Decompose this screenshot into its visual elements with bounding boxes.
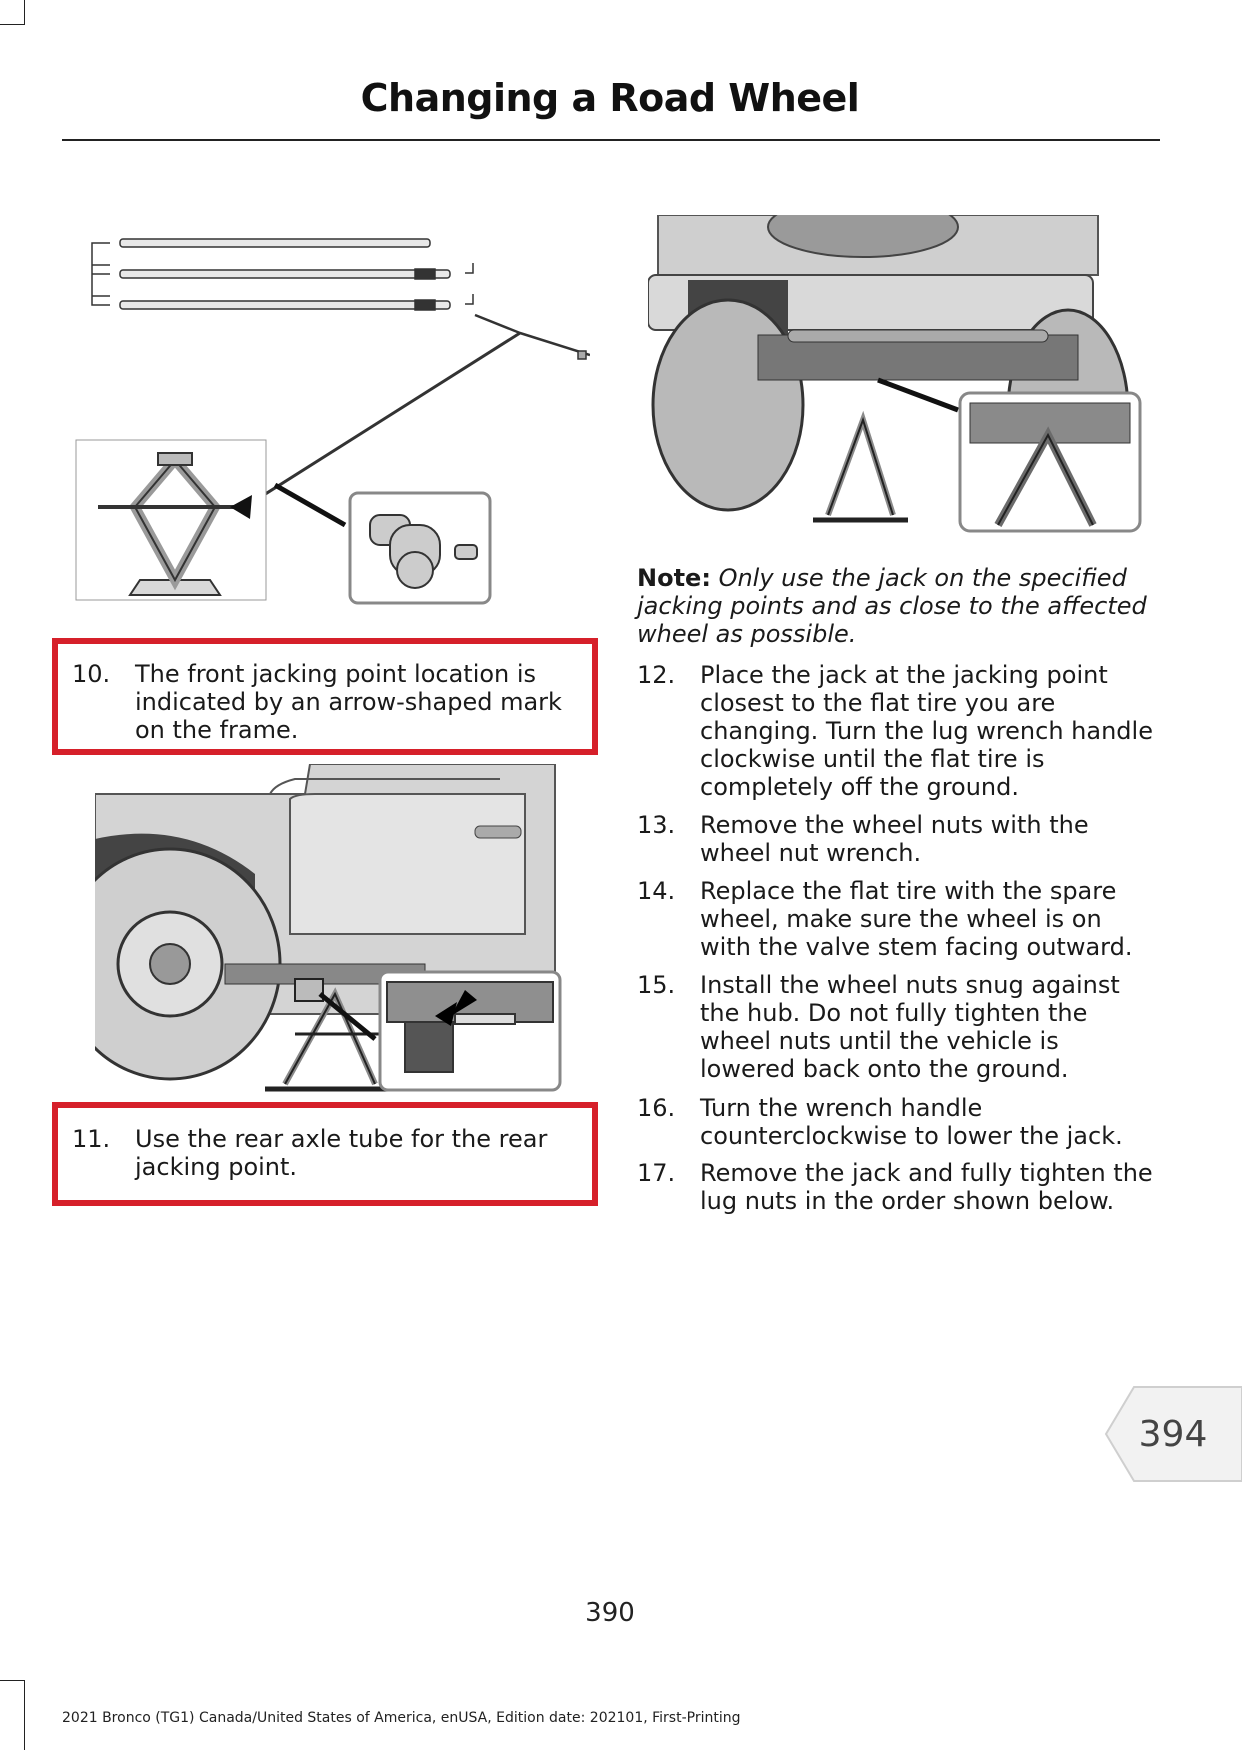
- note-label: Note:: [637, 564, 711, 592]
- note-text: Only use the jack on the specified jacking points and as close to the affected wheel as possible.: [637, 564, 1147, 648]
- page-tab[interactable]: [1104, 1386, 1242, 1482]
- step-number: 12.: [637, 661, 676, 689]
- note-paragraph: [637, 564, 1157, 648]
- page-title: Changing a Road Wheel: [360, 76, 860, 120]
- step-number: 13.: [637, 811, 676, 839]
- rear-axle-jacking-point-illustration: [648, 215, 1143, 535]
- page-tab-number: 394: [1138, 1414, 1208, 1455]
- step-number: 10.: [72, 660, 111, 688]
- crop-mark-top: [0, 0, 25, 25]
- step-number: 15.: [637, 971, 676, 999]
- step-text: Use the rear axle tube for the rear jacking point.: [135, 1125, 548, 1181]
- step-text: Turn the wrench handle counterclockwise to lower the jack.: [700, 1094, 1123, 1150]
- step-text: Install the wheel nuts snug against the hub. Do not fully tighten the wheel nuts until the vehicle is lowered back onto the ground.: [700, 971, 1120, 1083]
- page-number: 390: [585, 1598, 635, 1628]
- crop-mark-bottom: [0, 1680, 25, 1750]
- step-number: 14.: [637, 877, 676, 905]
- jack-handle-assembly-illustration: [70, 225, 590, 610]
- step-text: The front jacking point location is indicated by an arrow-shaped mark on the frame.: [135, 660, 562, 744]
- step-text: Remove the wheel nuts with the wheel nut wrench.: [700, 811, 1089, 867]
- step-number: 16.: [637, 1094, 676, 1122]
- step-text: Remove the jack and fully tighten the lug nuts in the order shown below.: [700, 1159, 1153, 1215]
- step-number: 17.: [637, 1159, 676, 1187]
- step-number: 11.: [72, 1125, 111, 1153]
- step-text: Replace the flat tire with the spare wheel, make sure the wheel is on with the valve stem facing outward.: [700, 877, 1133, 961]
- title-divider: [62, 139, 1160, 141]
- front-jacking-point-illustration: [95, 764, 565, 1094]
- step-text: Place the jack at the jacking point closest to the flat tire you are changing. Turn the lug wrench handle clockwise until the flat tire is completely off the ground.: [700, 661, 1153, 801]
- footer-edition-info: 2021 Bronco (TG1) Canada/United States of America, enUSA, Edition date: 202101, First-Printing: [62, 1710, 741, 1726]
